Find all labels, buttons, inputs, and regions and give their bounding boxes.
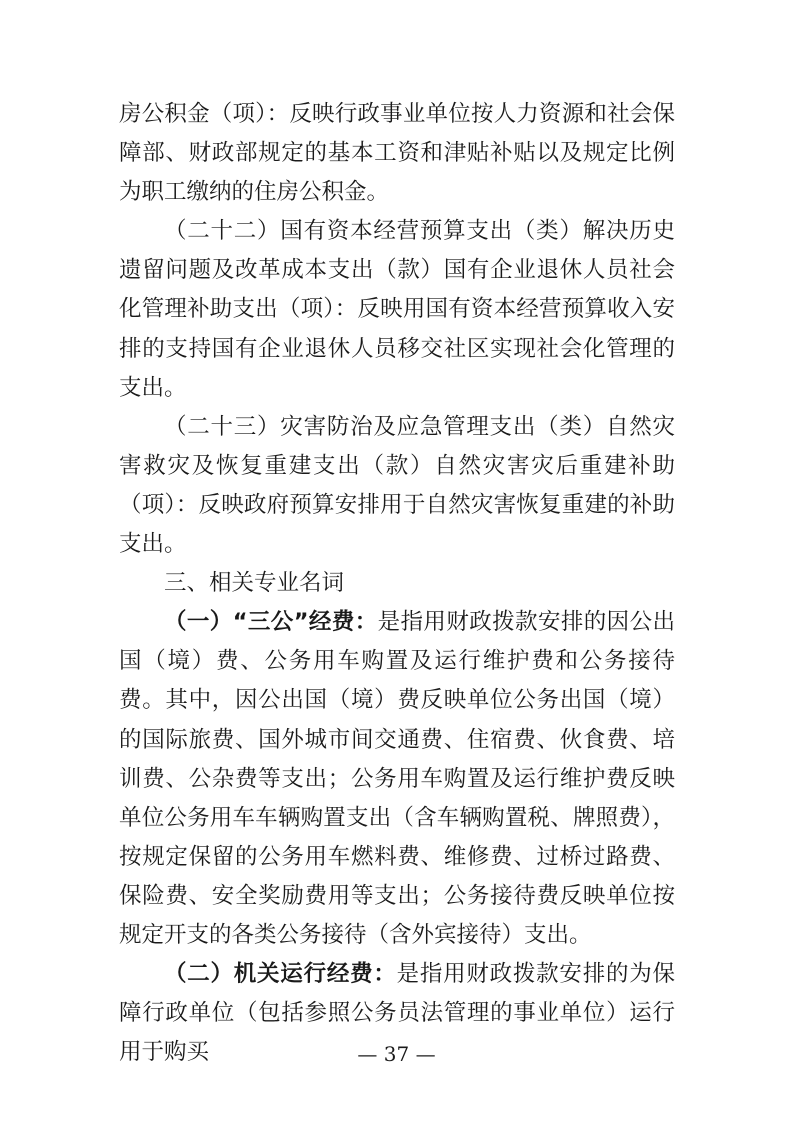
paragraph-housing-fund: 房公积金（项）：反映行政事业单位按人力资源和社会保障部、财政部规定的基本工资和津贴补贴以及规定比例为职工缴纳的住房公积金。 [119, 101, 675, 206]
term-three-public-expenses: （一）“三公”经费： [164, 609, 378, 636]
definition-three-public-expenses: 是指用财政拨款安排的因公出国（境）费、公务用车购置及运行维护费和公务接待费。其中，因公出国（境）费反映单位公务出国（境）的国际旅费、国外城市间交通费、住宿费、伙食费、培训费、公杂费等支出；公务用车购置及运行维护费反映单位公务用车车辆购置支出（含车辆购置税、牌照费），按规定保留的公务用车燃料费、维修费、过桥过路费、保险费、安全奖励费用等支出；公务接待费反映单位按规定开支的各类公务接待（含外宾接待）支出。 [119, 609, 675, 948]
term-agency-operating-costs: （二）机关运行经费： [164, 961, 397, 988]
page-number: — 37 — [357, 1042, 436, 1066]
section-heading: 三、相关专业名词 [164, 570, 345, 597]
paragraph-item-22: （二十二）国有资本经营预算支出（类）解决历史遗留问题及改革成本支出（款）国有企业退休人员社会化管理补助支出（项）：反映用国有资本经营预算收入安排的支持国有企业退休人员移交社区实现社会化管理的支出。 [119, 218, 675, 401]
paragraph-three-public-expenses [119, 603, 675, 955]
body-text [119, 95, 675, 1072]
definition-agency-operating-costs: 是指用财政拨款安排的为保障行政单位（包括参照公务员法管理的事业单位）运行用于购买 [119, 961, 675, 1066]
paragraph-item-23: （二十三）灾害防治及应急管理支出（类）自然灾害救灾及恢复重建支出（款）自然灾害灾后重建补助（项）：反映政府预算安排用于自然灾害恢复重建的补助支出。 [119, 413, 675, 558]
